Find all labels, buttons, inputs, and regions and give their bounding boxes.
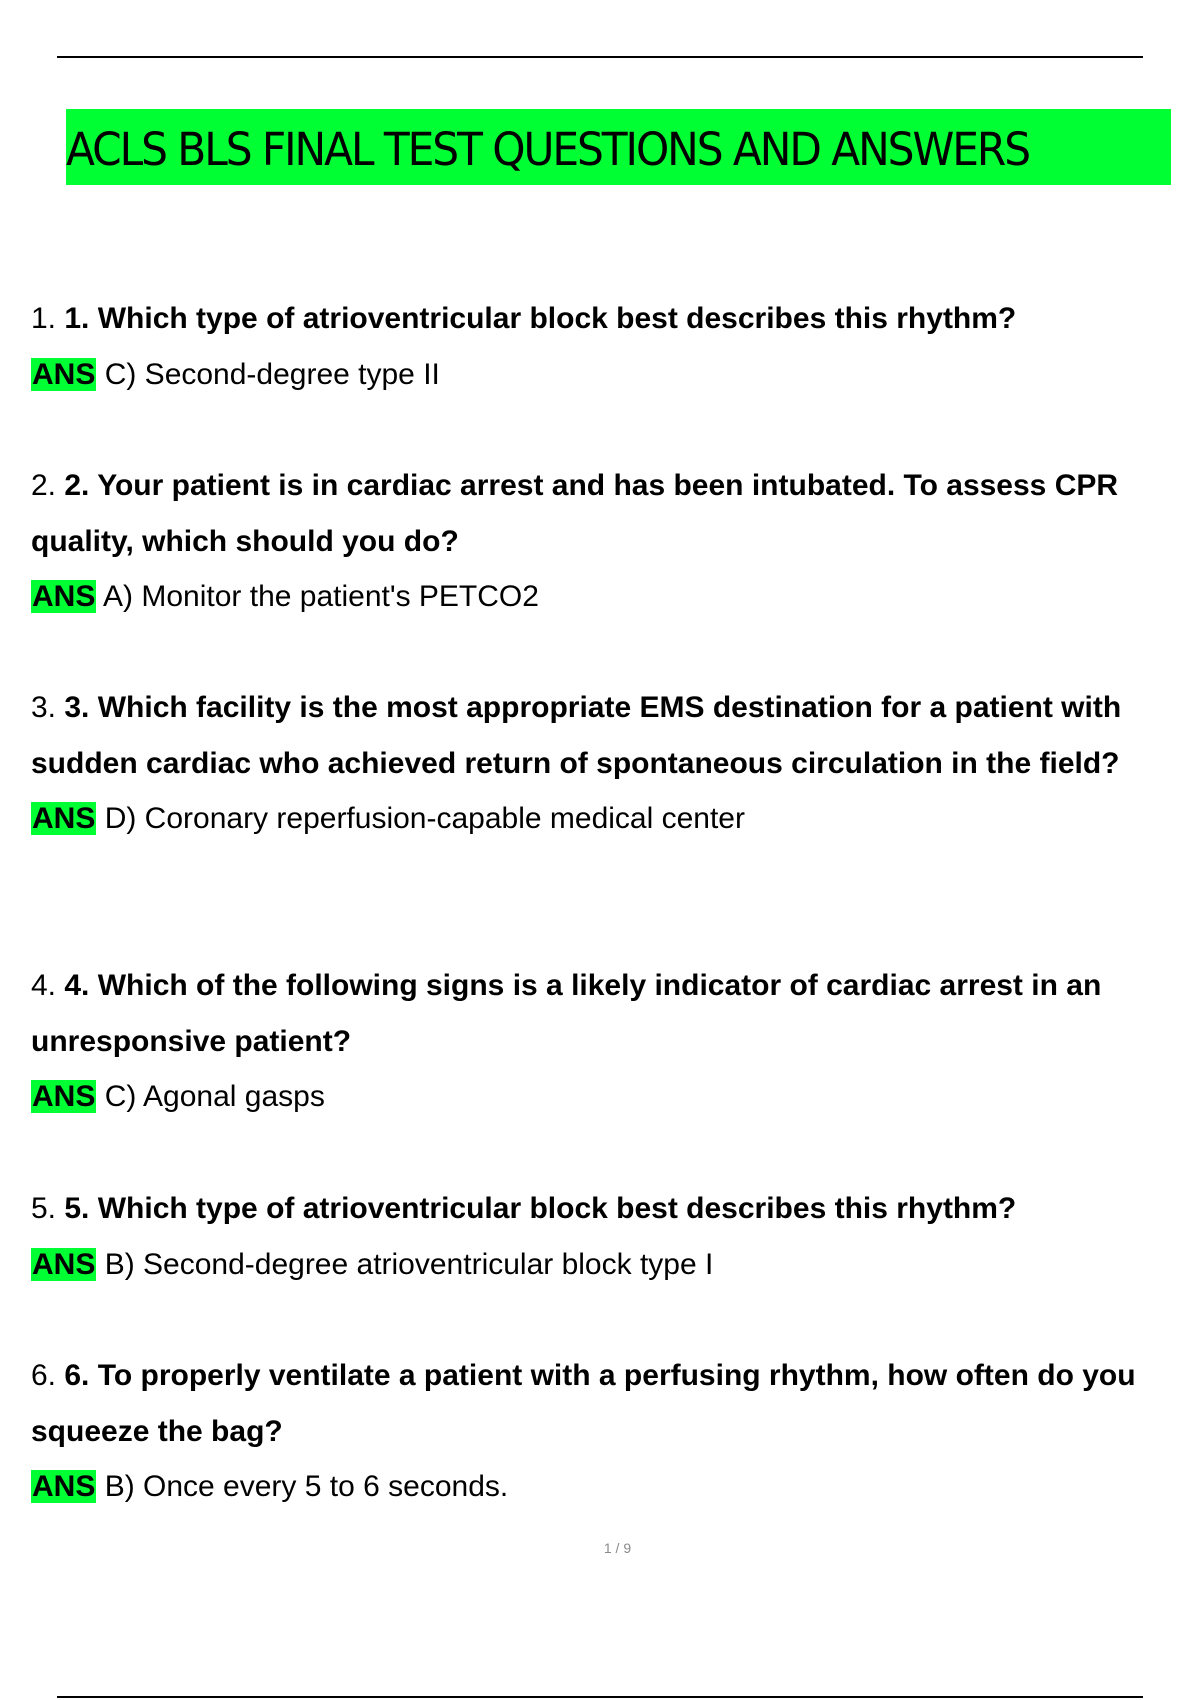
question-5 (31, 1181, 1196, 1237)
question-6 (31, 1348, 1196, 1459)
answer-tag: ANS (32, 580, 96, 613)
question-number: 1. (31, 302, 57, 335)
answer-text: C) Agonal gasps (104, 1080, 325, 1113)
answer-text: B) Once every 5 to 6 seconds. (104, 1470, 509, 1503)
question-text: 2. Your patient is in cardiac arrest and has been intubated. To assess CPR quality, which should you do? (31, 469, 1119, 558)
question-number: 5. (31, 1192, 57, 1225)
answer-tag: ANS (32, 1470, 96, 1503)
answer-tag: ANS (32, 357, 96, 391)
question-number: 3. (31, 691, 57, 724)
answer-tag: ANS (32, 1247, 96, 1281)
question-2 (31, 458, 1196, 569)
question-text: 1. Which type of atrioventricular block best describes this rhythm? (64, 302, 1017, 335)
qa-item-6 (31, 1348, 1196, 1515)
top-rule (57, 56, 1143, 58)
question-1 (31, 291, 1196, 347)
question-3 (31, 680, 1196, 791)
qa-item-4 (31, 958, 1196, 1125)
qa-item-1 (31, 291, 1196, 402)
answer-2 (31, 569, 1196, 625)
answer-5 (31, 1237, 1196, 1293)
document-title: ACLS BLS FINAL TEST QUESTIONS AND ANSWERS (66, 122, 1029, 176)
question-number: 2. (31, 469, 57, 502)
question-number: 4. (31, 969, 57, 1002)
qa-item-2 (31, 458, 1196, 625)
answer-tag: ANS (32, 802, 96, 835)
question-text: 6. To properly ventilate a patient with a perfusing rhythm, how often do you squeeze the bag? (31, 1359, 1136, 1448)
answer-tag: ANS (32, 1080, 96, 1113)
answer-6 (31, 1459, 1196, 1515)
page-number: 1 / 9 (603, 1540, 632, 1556)
answer-text: C) Second-degree type II (104, 357, 440, 391)
qa-item-5 (31, 1181, 1196, 1292)
answer-3 (31, 791, 1196, 847)
question-text: 5. Which type of atrioventricular block best describes this rhythm? (64, 1192, 1017, 1225)
qa-item-3 (31, 680, 1196, 847)
answer-1 (31, 347, 1196, 403)
bottom-rule (57, 1696, 1143, 1698)
question-4 (31, 958, 1196, 1069)
answer-4 (31, 1069, 1196, 1125)
question-number: 6. (31, 1359, 57, 1392)
answer-text: D) Coronary reperfusion-capable medical center (104, 802, 745, 835)
question-text: 3. Which facility is the most appropriate EMS destination for a patient with sudden cardiac who achieved return of spontaneous circulation in the field? (31, 691, 1122, 780)
answer-text: A) Monitor the patient's PETCO2 (103, 580, 539, 613)
answer-text: B) Second-degree atrioventricular block type I (104, 1247, 714, 1281)
question-text: 4. Which of the following signs is a likely indicator of cardiac arrest in an unresponsive patient? (31, 969, 1102, 1058)
title-highlight (66, 109, 1171, 185)
